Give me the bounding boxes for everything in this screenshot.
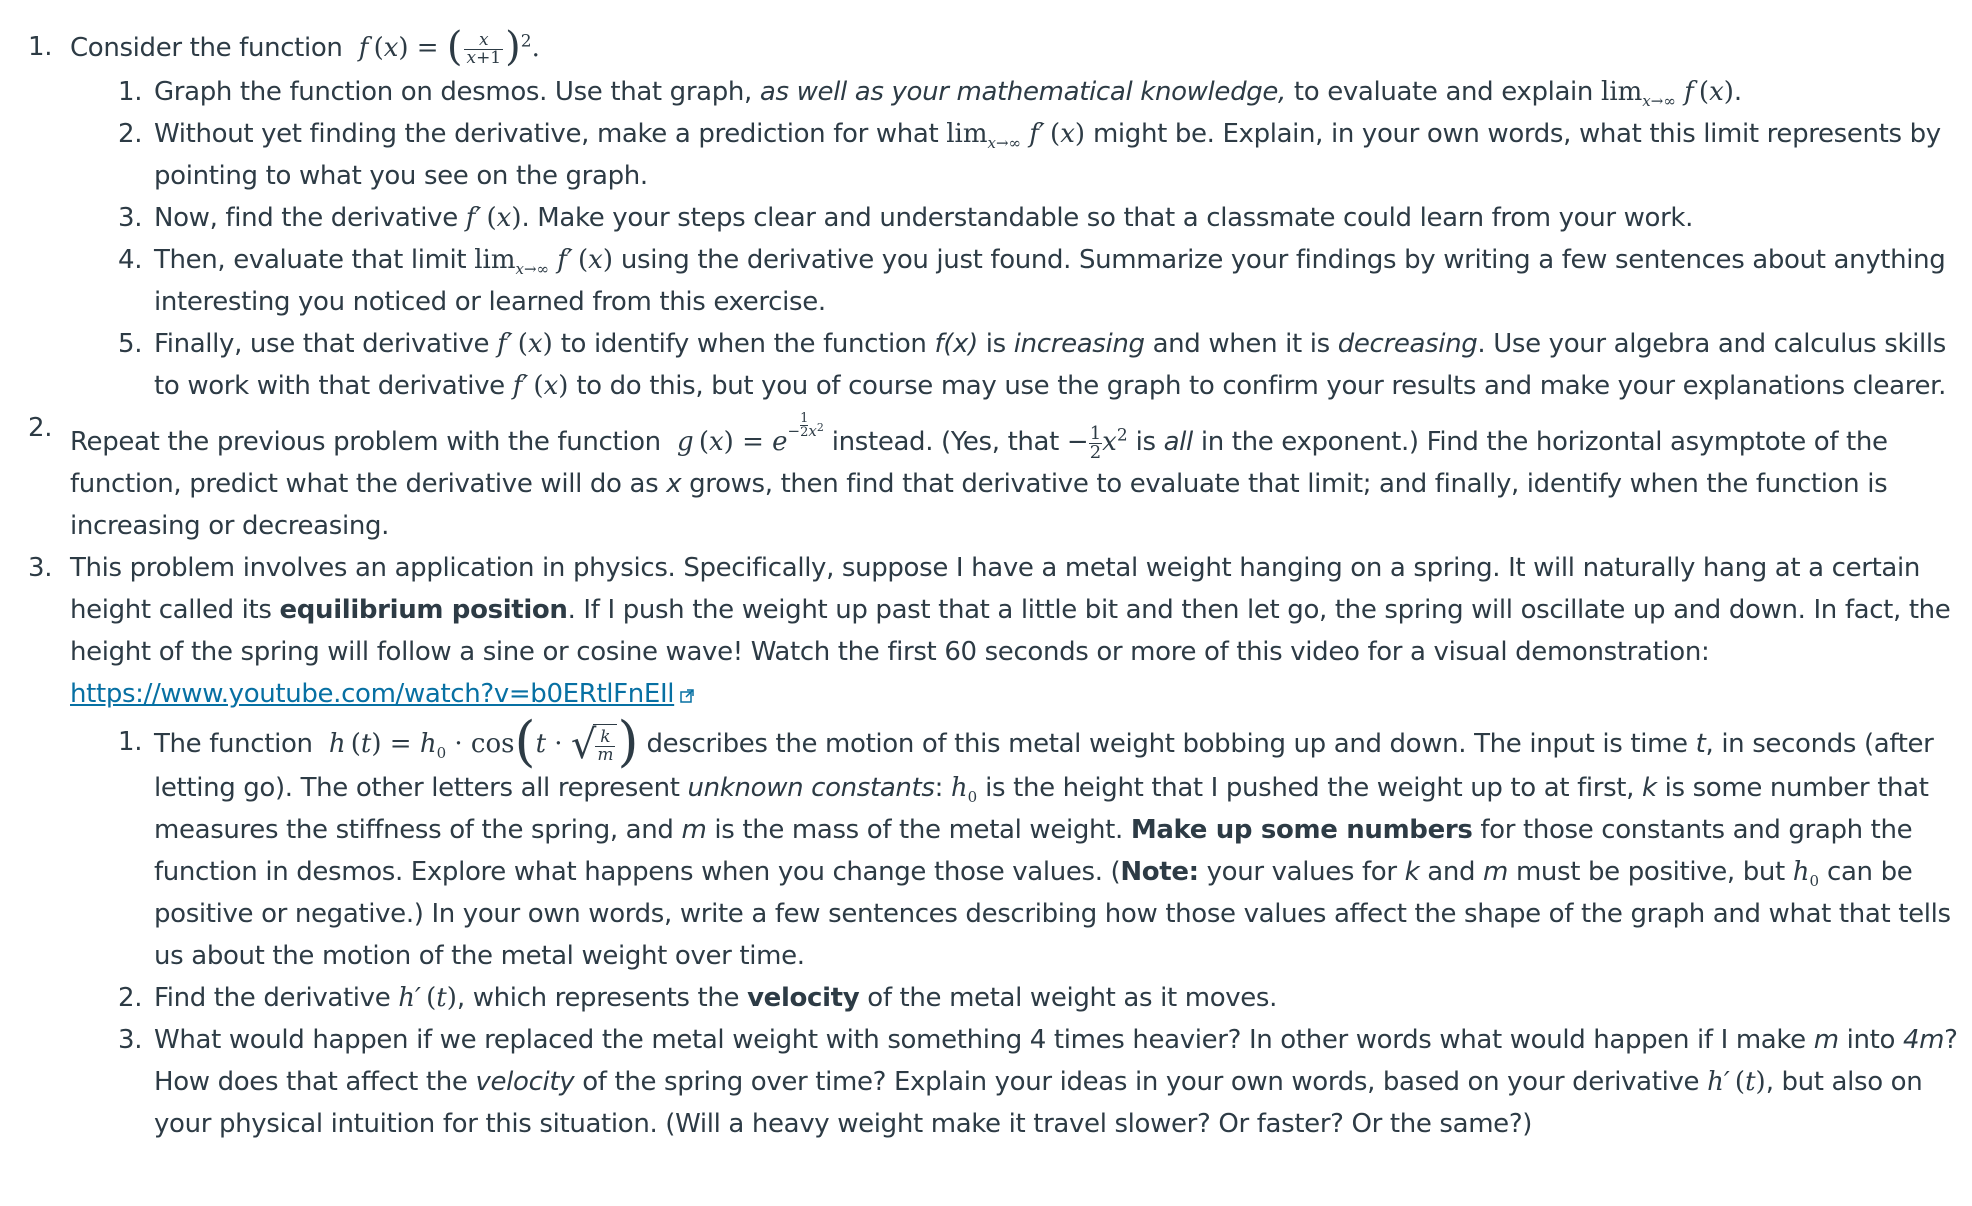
emphasis-text: m <box>1813 1024 1839 1055</box>
exponent-expression: − $\frac{1}{2}$ $x^2$ <box>1066 422 1128 463</box>
part-text: to do this, but you of course may use the graph to confirm your results and make your explanations clearer. <box>576 371 1947 401</box>
question-list <box>28 26 1972 1145</box>
question-1-part-3 <box>70 197 1972 239</box>
bold-text: equilibrium position <box>279 595 568 625</box>
question-2 <box>28 407 1972 547</box>
youtube-link[interactable]: https://www.youtube.com/watch?v=b0ERtlFnEIl <box>70 679 675 709</box>
emphasis-text: m <box>681 814 707 845</box>
part-text: Repeat the previous problem with the function <box>70 427 661 457</box>
part-text: in the exponent.) Find the horizontal asymptote of the function, predict what the derivative will do as <box>70 427 1888 499</box>
part-text: Graph the function on desmos. Use that graph, <box>154 77 752 107</box>
emphasis-text: x <box>666 469 682 499</box>
part-text: . <box>1733 77 1742 107</box>
emphasis-text: f(x) <box>934 329 978 359</box>
part-text: Finally, use that derivative <box>154 329 490 359</box>
limit-f-prime-formula: $\lim_{x\to\infty} f'$ (x) <box>474 245 613 279</box>
part-text: must be positive, but <box>1515 856 1785 887</box>
emphasis-text: k <box>1404 856 1420 887</box>
question-1-part-1 <box>70 71 1972 113</box>
limit-f-prime-formula: $\lim_{x\to\infty} f'$ (x) <box>946 119 1086 153</box>
function-g-formula: g (x) = e− $\frac{1}{2}$ $^{x^2}$ <box>668 411 824 457</box>
part-text: , but also on your physical intuition for this situation. (Will a heavy weight make it travel slower? Or faster? Or the same?) <box>154 1066 1923 1139</box>
question-3-parts <box>70 710 1972 1145</box>
part-text: : <box>934 772 943 803</box>
emphasis-text: 4m <box>1902 1024 1945 1055</box>
part-text: is the mass of the metal weight. <box>714 814 1123 845</box>
part-text: is <box>1135 427 1156 457</box>
part-number: 2. <box>118 982 143 1013</box>
part-text: and when it is <box>1152 329 1330 359</box>
part-number: 2. <box>118 119 143 149</box>
derivative-f-formula: f′ (x) <box>465 203 522 233</box>
part-number: 3. <box>118 1024 143 1055</box>
part-text: can be positive or negative.) In your own words, write a few sentences describing how those values affect the shape of the graph and what that tells us about the motion of the metal weight over time. <box>154 856 1951 971</box>
part-text: Find the derivative <box>154 982 391 1013</box>
question-number: 1. <box>28 32 53 62</box>
external-link-icon <box>680 689 694 703</box>
part-number: 1. <box>118 77 143 107</box>
part-number: 5. <box>118 329 143 359</box>
part-text: instead. (Yes, that <box>831 427 1059 457</box>
question-1 <box>28 26 1972 407</box>
part-text: ? How does that affect the <box>154 1024 1958 1097</box>
part-text: might be. Explain, in your own words, what this limit represents by pointing to what you see on the graph. <box>154 119 1941 191</box>
part-text: Then, evaluate that limit <box>154 245 467 275</box>
bold-text: velocity <box>747 982 860 1013</box>
part-text: . If I push the weight up past that a little bit and then let go, the spring will oscillate up and down. In fact, the height of the spring will follow a sine or cosine wave! Watch the first 60 seconds or more of this video for a visual demonstration: <box>70 595 1951 667</box>
part-number: 4. <box>118 245 143 275</box>
question-number: 3. <box>28 553 53 583</box>
part-text: of the spring over time? Explain your ideas in your own words, based on your derivative <box>582 1066 1700 1097</box>
question-1-part-4 <box>70 239 1972 323</box>
part-text: The function <box>154 729 313 759</box>
emphasis-text: unknown constants <box>687 772 935 803</box>
part-text: is <box>985 329 1006 359</box>
question-3-part-2 <box>70 977 1972 1019</box>
derivative-f-formula: f′ (x) <box>497 329 553 359</box>
function-f-formula: f (x) = ( $\frac{x}{x+1}$ )$^2$. <box>350 24 540 70</box>
question-number: 2. <box>28 413 53 443</box>
h0-symbol: $h_0$ <box>1792 856 1820 890</box>
function-h-formula: h $(t) = h_0 \cdot \cos(t$ · √ $\frac{k}{m}$ ) <box>320 710 639 773</box>
emphasis-text: as well as your mathematical knowledge, <box>759 77 1286 107</box>
question-1-intro: Consider the function <box>70 33 343 63</box>
bold-text: Note: <box>1120 856 1199 887</box>
part-text: using the derivative you just found. Summarize your findings by writing a few sentences about anything interesting you noticed or learned from this exercise. <box>154 245 1946 317</box>
part-text: . Use your algebra and calculus skills to work with that derivative <box>154 329 1946 401</box>
emphasis-text: m <box>1483 856 1509 887</box>
emphasis-text: k <box>1641 772 1657 803</box>
question-1-part-5 <box>70 323 1972 407</box>
question-3-part-3 <box>70 1019 1972 1145</box>
part-number: 1. <box>118 727 143 757</box>
question-1-parts <box>70 71 1972 407</box>
part-text: Without yet finding the derivative, make a prediction for what <box>154 119 939 149</box>
emphasis-text: decreasing <box>1337 329 1478 359</box>
derivative-h-formula: h′ (t) <box>398 982 457 1013</box>
emphasis-text: all <box>1163 427 1193 457</box>
part-number: 3. <box>118 203 143 233</box>
part-text: . Make your steps clear and understandable so that a classmate could learn from your work. <box>521 203 1694 233</box>
part-text: for those constants and graph the function in desmos. Explore what happens when you change those values. ( <box>154 814 1913 887</box>
part-text: of the metal weight as it moves. <box>867 982 1278 1013</box>
part-text: grows, then find that derivative to evaluate that limit; and finally, identify when the function is increasing or decreasing. <box>70 469 1888 541</box>
part-text: your values for <box>1206 856 1397 887</box>
part-text: is some number that measures the stiffness of the spring, and <box>154 772 1929 845</box>
question-3 <box>28 547 1972 1145</box>
emphasis-text: increasing <box>1013 329 1145 359</box>
limit-f-formula: $\lim_{x\to\infty} f$ (x) <box>1601 77 1734 111</box>
derivative-f-formula: f′ (x) <box>512 371 569 401</box>
part-text: , in seconds (after letting go). The other letters all represent <box>154 729 1934 803</box>
part-text: to identify when the function <box>560 329 927 359</box>
part-text: into <box>1846 1024 1896 1055</box>
bold-text: Make up some numbers <box>1130 814 1473 845</box>
part-text: What would happen if we replaced the metal weight with something 4 times heavier? In other words what would happen if I make <box>154 1024 1806 1055</box>
part-text: , which represents the <box>456 982 740 1013</box>
part-text: and <box>1427 856 1476 887</box>
emphasis-text: velocity <box>475 1066 575 1097</box>
question-1-part-2 <box>70 113 1972 197</box>
h0-symbol: $h_0$ <box>950 772 978 806</box>
emphasis-text: t <box>1695 729 1706 759</box>
part-text: to evaluate and explain <box>1293 77 1594 107</box>
derivative-h-formula: h′ (t) <box>1707 1066 1766 1097</box>
part-text: describes the motion of this metal weight bobbing up and down. The input is time <box>646 729 1688 759</box>
part-text: is the height that I pushed the weight up to at first, <box>985 772 1635 803</box>
part-text: This problem involves an application in physics. Specifically, suppose I have a metal weight hanging on a spring. It will naturally hang at a certain height called its <box>70 553 1921 625</box>
part-text: Now, find the derivative <box>154 203 458 233</box>
question-3-part-1 <box>70 710 1972 977</box>
